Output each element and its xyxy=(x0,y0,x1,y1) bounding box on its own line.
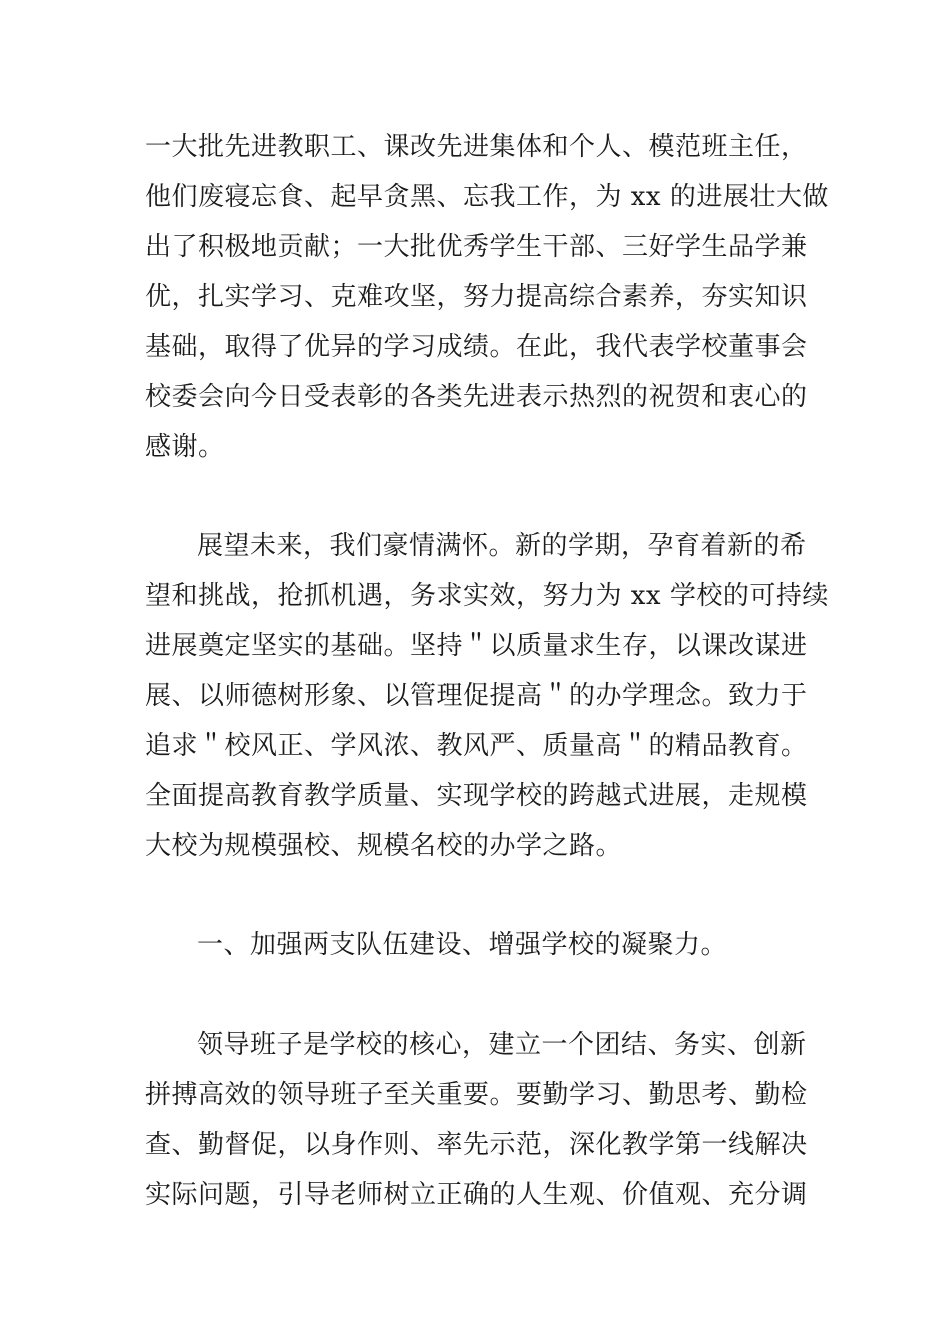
paragraph-line: 展、以师德树形象、以管理促提高＂的办学理念。致力于 xyxy=(145,681,808,711)
paragraph-line: 全面提高教育教学质量、实现学校的跨越式进展，走规模 xyxy=(145,781,808,811)
paragraph-leadership xyxy=(145,1020,810,1220)
paragraph-line: 校委会向今日受表彰的各类先进表示热烈的祝贺和衷心的 xyxy=(145,382,808,412)
paragraph-line: 展望未来，我们豪情满怀。新的学期，孕育着新的希 xyxy=(197,531,807,561)
paragraph-line: 拼搏高效的领导班子至关重要。要勤学习、勤思考、勤检 xyxy=(145,1080,808,1110)
paragraph-line: 基础，取得了优异的学习成绩。在此，我代表学校董事会 xyxy=(145,332,808,362)
paragraph-line: 他们废寝忘食、起早贪黑、忘我工作，为 xx 的进展壮大做 xyxy=(145,182,829,212)
paragraph-line: 大校为规模强校、规模名校的办学之路。 xyxy=(145,831,623,861)
paragraph-line: 望和挑战，抢抓机遇，务求实效，努力为 xx 学校的可持续 xyxy=(145,581,829,611)
paragraph-continuation xyxy=(145,122,829,472)
paragraph-outlook xyxy=(145,521,829,871)
paragraph-line: 感谢。 xyxy=(145,432,225,462)
paragraph-line: 实际问题，引导老师树立正确的人生观、价值观、充分调 xyxy=(145,1180,808,1210)
paragraph-line: 一大批先进教职工、课改先进集体和个人、模范班主任， xyxy=(145,132,808,162)
section-heading xyxy=(145,920,810,970)
section-heading-text: 一、加强两支队伍建设、增强学校的凝聚力。 xyxy=(197,930,728,960)
paragraph-line: 优，扎实学习、克难攻坚，努力提高综合素养，夯实知识 xyxy=(145,282,808,312)
paragraph-line: 出了积极地贡献；一大批优秀学生干部、三好学生品学兼 xyxy=(145,232,808,262)
paragraph-line: 领导班子是学校的核心，建立一个团结、务实、创新 xyxy=(197,1030,807,1060)
paragraph-line: 追求＂校风正、学风浓、教风严、质量高＂的精品教育。 xyxy=(145,731,808,761)
paragraph-line: 进展奠定坚实的基础。坚持＂以质量求生存，以课改谋进 xyxy=(145,631,808,661)
paragraph-line: 查、勤督促，以身作则、率先示范，深化教学第一线解决 xyxy=(145,1130,808,1160)
